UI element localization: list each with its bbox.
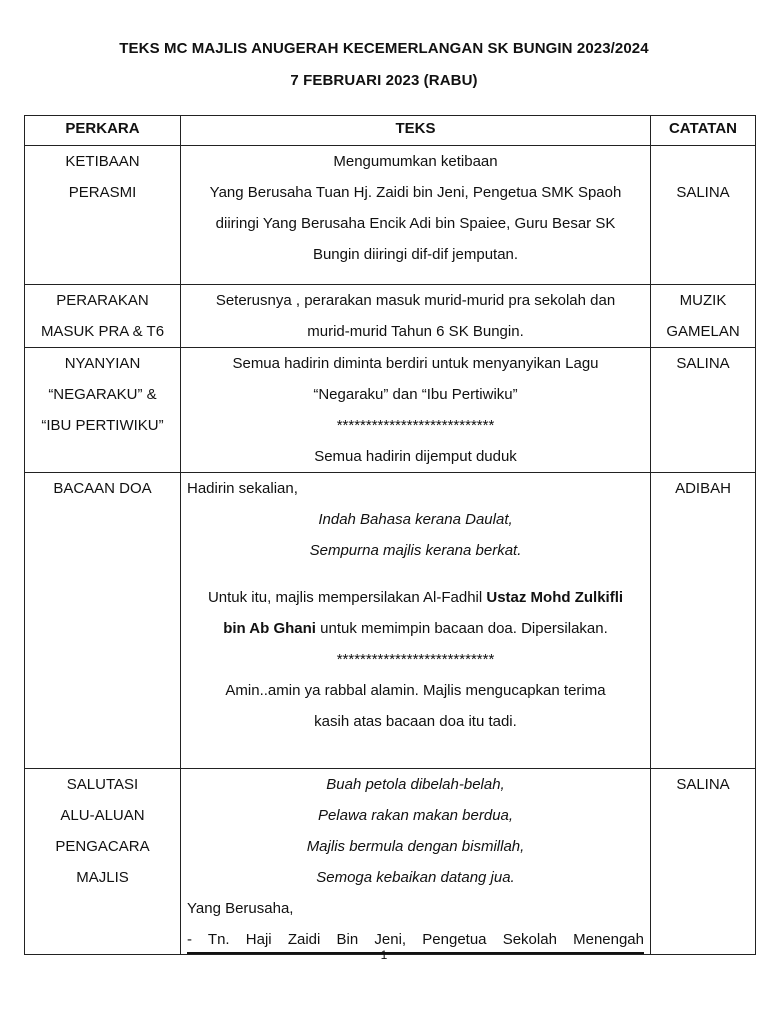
column-header-catatan: CATATAN: [651, 116, 756, 146]
catatan-cell: [651, 348, 756, 473]
perkara-line: PERASMI: [68, 184, 137, 201]
teks-cell: [181, 146, 651, 285]
pantun-line: Sempurna majlis kerana berkat.: [309, 542, 522, 559]
teks-line: ***************************: [336, 417, 495, 434]
ustaz-name: bin Ab Ghani: [223, 620, 316, 637]
invitation-line: [187, 613, 644, 644]
catatan-cell: [651, 146, 756, 285]
catatan-line: MUZIK: [679, 292, 727, 309]
invitation-text: untuk memimpin bacaan doa. Dipersilakan.: [315, 620, 608, 637]
stars-divider: ***************************: [336, 651, 495, 668]
document-date: 7 FEBRUARI 2023 (RABU): [290, 72, 478, 89]
teks-line: Yang Berusaha Tuan Hj. Zaidi bin Jeni, Pengetua SMK Spaoh: [209, 184, 622, 201]
closing-line: kasih atas bacaan doa itu tadi.: [314, 713, 517, 730]
salutation-line: Yang Berusaha,: [187, 900, 294, 917]
catatan-text: SALINA: [676, 184, 730, 201]
ustaz-name: Ustaz Mohd Zulkifli: [486, 589, 624, 606]
table-row: [25, 473, 756, 769]
perkara-line: “IBU PERTIWIKU”: [41, 417, 164, 434]
teks-line: “Negaraku” dan “Ibu Pertiwiku”: [313, 386, 518, 403]
column-header-teks: TEKS: [181, 116, 651, 146]
pantun-line: Pelawa rakan makan berdua,: [317, 807, 514, 824]
teks-line: Mengumumkan ketibaan: [333, 153, 498, 170]
perkara-cell: [25, 769, 181, 955]
guest-list-line: - Tn. Haji Zaidi Bin Jeni, Pengetua Sekolah Menengah: [187, 928, 644, 954]
perkara-line: PERARAKAN: [56, 292, 149, 309]
perkara-cell: [25, 348, 181, 473]
table-row: [25, 146, 756, 285]
greeting-line: Hadirin sekalian,: [187, 480, 298, 497]
teks-cell: [181, 473, 651, 769]
pantun-line: Buah petola dibelah-belah,: [326, 776, 505, 793]
perkara-cell: [25, 285, 181, 348]
teks-line: Seterusnya , perarakan masuk murid-murid pra sekolah dan: [215, 292, 616, 309]
column-header-perkara: PERKARA: [25, 116, 181, 146]
document-title: TEKS MC MAJLIS ANUGERAH KECEMERLANGAN SK BUNGIN 2023/2024: [119, 40, 649, 57]
catatan-line: GAMELAN: [666, 323, 740, 340]
teks-cell: [181, 769, 651, 955]
catatan-text: SALINA: [676, 776, 730, 793]
closing-line: Amin..amin ya rabbal alamin. Majlis mengucapkan terima: [225, 682, 606, 699]
mc-script-table: [24, 115, 756, 955]
table-row: [25, 285, 756, 348]
catatan-cell: [651, 285, 756, 348]
perkara-line: MAJLIS: [76, 869, 129, 886]
pantun-line: Majlis bermula dengan bismillah,: [306, 838, 525, 855]
catatan-text: SALINA: [676, 355, 730, 372]
table-row: [25, 348, 756, 473]
pantun-line: Indah Bahasa kerana Daulat,: [318, 511, 513, 528]
perkara-line: NYANYIAN: [64, 355, 141, 372]
teks-line: diiringi Yang Berusaha Encik Adi bin Spaiee, Guru Besar SK: [215, 215, 616, 232]
perkara-line: SALUTASI: [66, 776, 139, 793]
perkara-line: BACAAN DOA: [53, 480, 152, 497]
teks-line: Semua hadirin diminta berdiri untuk menyanyikan Lagu: [232, 355, 599, 372]
invitation-line: [187, 582, 644, 613]
teks-line: murid-murid Tahun 6 SK Bungin.: [307, 323, 524, 340]
perkara-line: “NEGARAKU” &: [48, 386, 157, 403]
catatan-text: ADIBAH: [675, 480, 731, 497]
pantun-line: Semoga kebaikan datang jua.: [316, 869, 515, 886]
perkara-line: ALU-ALUAN: [60, 807, 145, 824]
teks-line: Semua hadirin dijemput duduk: [314, 448, 517, 465]
teks-line: Bungin diiringi dif-dif jemputan.: [312, 246, 519, 263]
teks-cell: [181, 285, 651, 348]
table-header-row: [25, 116, 756, 146]
perkara-line: MASUK PRA & T6: [40, 323, 165, 340]
perkara-line: PENGACARA: [55, 838, 150, 855]
invitation-text: Untuk itu, majlis mempersilakan Al-Fadhil: [207, 589, 487, 606]
perkara-line: KETIBAAN: [65, 153, 140, 170]
table-row: [25, 769, 756, 955]
perkara-cell: [25, 146, 181, 285]
teks-cell: [181, 348, 651, 473]
catatan-cell: [651, 473, 756, 769]
catatan-cell: [651, 769, 756, 955]
perkara-cell: [25, 473, 181, 769]
page-number: 1: [380, 948, 388, 962]
